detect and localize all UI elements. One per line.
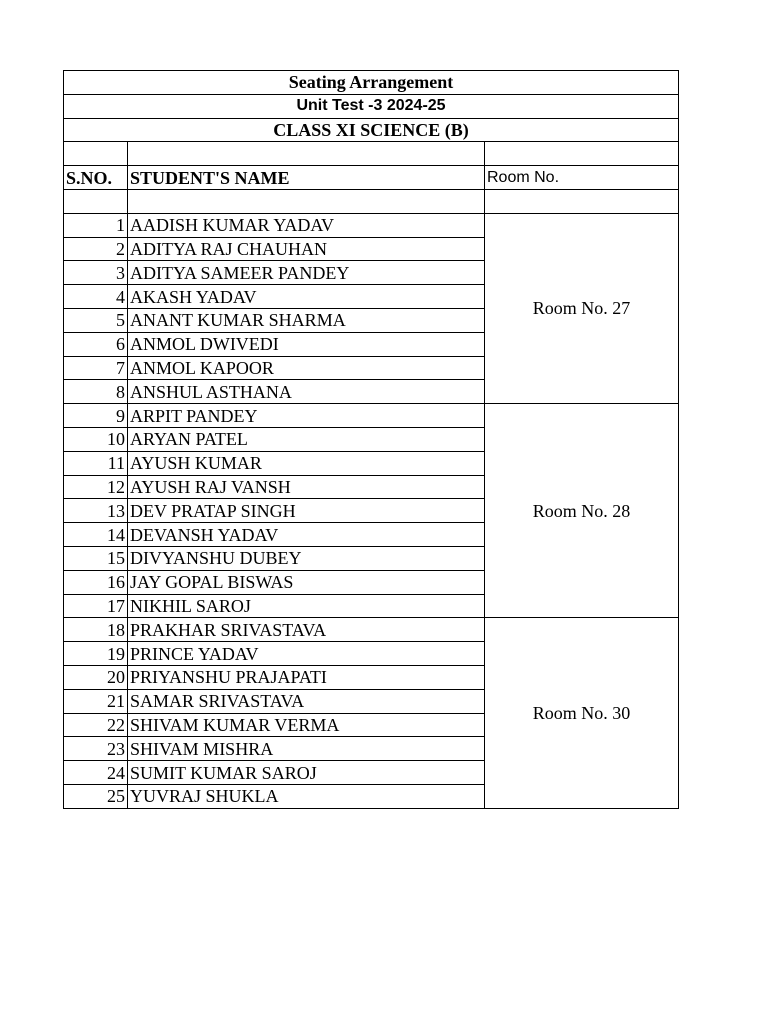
blank-cell [485, 189, 679, 213]
student-name: AADISH KUMAR YADAV [128, 213, 485, 237]
seating-table-body [64, 71, 679, 809]
header-room-no: Room No. [485, 166, 679, 190]
serial-number: 1 [64, 213, 128, 237]
serial-number: 25 [64, 784, 128, 808]
student-name: ANMOL DWIVEDI [128, 332, 485, 356]
serial-number: 6 [64, 332, 128, 356]
student-name: SUMIT KUMAR SAROJ [128, 761, 485, 785]
student-name: ADITYA SAMEER PANDEY [128, 261, 485, 285]
table-row [64, 404, 679, 428]
seating-table [63, 70, 679, 809]
blank-row [64, 189, 679, 213]
student-name: SHIVAM MISHRA [128, 737, 485, 761]
serial-number: 22 [64, 713, 128, 737]
class-name: CLASS XI SCIENCE (B) [64, 118, 679, 142]
serial-number: 24 [64, 761, 128, 785]
student-name: ANANT KUMAR SHARMA [128, 308, 485, 332]
serial-number: 21 [64, 689, 128, 713]
serial-number: 2 [64, 237, 128, 261]
room-number: Room No. 28 [485, 404, 679, 618]
student-name: ANSHUL ASTHANA [128, 380, 485, 404]
student-name: JAY GOPAL BISWAS [128, 570, 485, 594]
serial-number: 7 [64, 356, 128, 380]
student-name: PRINCE YADAV [128, 642, 485, 666]
serial-number: 8 [64, 380, 128, 404]
blank-cell [128, 142, 485, 166]
blank-cell [485, 142, 679, 166]
student-name: YUVRAJ SHUKLA [128, 784, 485, 808]
student-name: ARYAN PATEL [128, 427, 485, 451]
serial-number: 3 [64, 261, 128, 285]
student-name: SAMAR SRIVASTAVA [128, 689, 485, 713]
room-number: Room No. 30 [485, 618, 679, 808]
serial-number: 17 [64, 594, 128, 618]
serial-number: 19 [64, 642, 128, 666]
header-sno: S.NO. [64, 166, 128, 190]
serial-number: 5 [64, 308, 128, 332]
table-row [64, 213, 679, 237]
header-row [64, 166, 679, 190]
serial-number: 12 [64, 475, 128, 499]
blank-row [64, 142, 679, 166]
student-name: ADITYA RAJ CHAUHAN [128, 237, 485, 261]
student-name: AYUSH RAJ VANSH [128, 475, 485, 499]
serial-number: 15 [64, 546, 128, 570]
serial-number: 11 [64, 451, 128, 475]
student-name: PRIYANSHU PRAJAPATI [128, 665, 485, 689]
blank-cell [64, 189, 128, 213]
student-name: DEV PRATAP SINGH [128, 499, 485, 523]
serial-number: 18 [64, 618, 128, 642]
student-name: PRAKHAR SRIVASTAVA [128, 618, 485, 642]
document-title: Seating Arrangement [64, 71, 679, 95]
serial-number: 10 [64, 427, 128, 451]
student-name: ANMOL KAPOOR [128, 356, 485, 380]
student-name: DIVYANSHU DUBEY [128, 546, 485, 570]
serial-number: 4 [64, 285, 128, 309]
serial-number: 9 [64, 404, 128, 428]
student-name: SHIVAM KUMAR VERMA [128, 713, 485, 737]
table-row [64, 618, 679, 642]
blank-cell [128, 189, 485, 213]
student-name: DEVANSH YADAV [128, 523, 485, 547]
student-name: AKASH YADAV [128, 285, 485, 309]
subtitle-row [64, 94, 679, 118]
serial-number: 23 [64, 737, 128, 761]
room-number: Room No. 27 [485, 213, 679, 403]
serial-number: 16 [64, 570, 128, 594]
document-subtitle: Unit Test -3 2024-25 [64, 94, 679, 118]
blank-cell [64, 142, 128, 166]
serial-number: 20 [64, 665, 128, 689]
serial-number: 14 [64, 523, 128, 547]
serial-number: 13 [64, 499, 128, 523]
student-name: ARPIT PANDEY [128, 404, 485, 428]
class-row [64, 118, 679, 142]
header-student-name: STUDENT'S NAME [128, 166, 485, 190]
student-name: AYUSH KUMAR [128, 451, 485, 475]
title-row [64, 71, 679, 95]
student-name: NIKHIL SAROJ [128, 594, 485, 618]
